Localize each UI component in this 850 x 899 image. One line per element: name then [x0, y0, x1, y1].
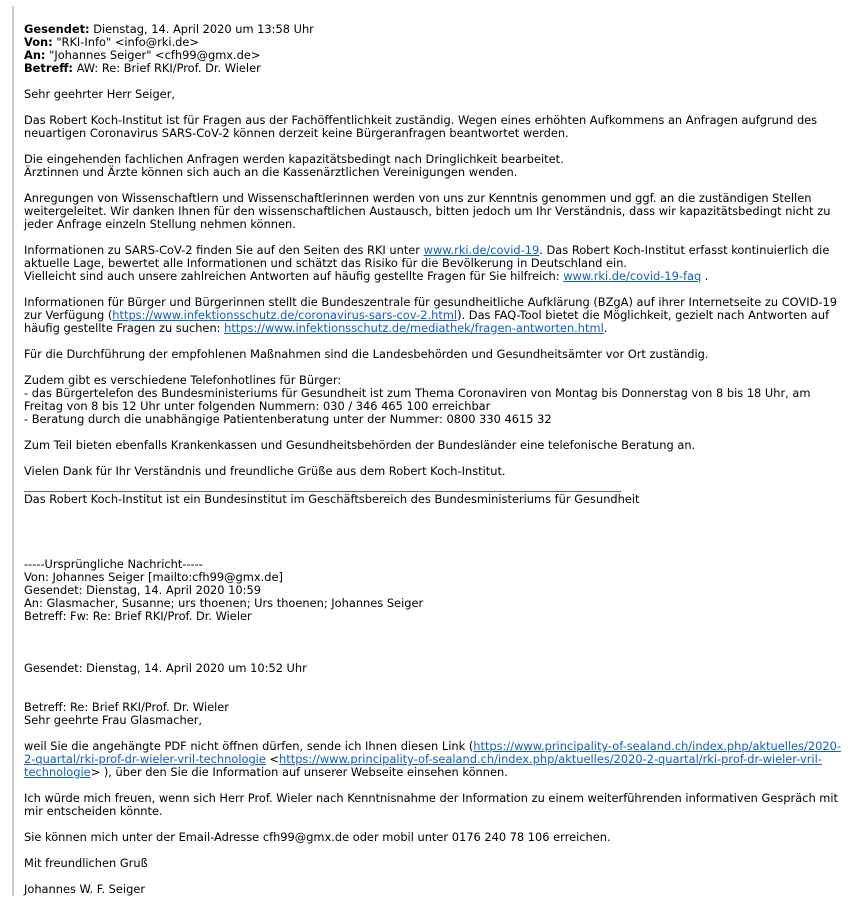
sealand-link[interactable]: https://www.principality-of-sealand.ch/index.php/aktuelles/2020-2-quartal/rki-prof-dr-wieler-vril-technologie: [24, 739, 841, 766]
header-from: Von: "RKI-Info" <info@rki.de>: [24, 35, 199, 49]
quote-bar: [12, 6, 14, 896]
rki-faq-link[interactable]: www.rki.de/covid-19-faq: [563, 269, 702, 283]
bzga-coronavirus-link[interactable]: https://www.infektionsschutz.de/coronavirus-sars-cov-2.html: [112, 308, 458, 322]
reply-paragraph: Informationen zu SARS-CoV-2 finden Sie auf den Seiten des RKI unter www.rki.de/covid-19. Das Robert Koch-Institut erfasst kontinuierlich die aktuelle Lage, bewertet alle Informationen und schätzt das Risiko für die Bevölkerung in Deutschland ein. Vielleicht sind auch unsere zahlreichen Antworten auf häufig gestellte Fragen für Sie hilfreich: www.rki.de/covid-19-faq .: [24, 243, 830, 283]
forwarded-greeting: Sehr geehrte Frau Glasmacher,: [24, 713, 203, 727]
sealand-link-duplicate[interactable]: https://www.principality-of-sealand.ch/index.php/aktuelles/2020-2-quartal/rki-prof-dr-wieler-vril-technologie: [24, 752, 822, 779]
forwarded-paragraph: Ich würde mich freuen, wenn sich Herr Prof. Wieler nach Kenntnisnahme der Information zu einem weiterführenden informativen Gespräch mit mir entscheiden könnte.: [24, 791, 839, 818]
reply-paragraph: Das Robert Koch-Institut ist für Fragen aus der Fachöffentlichkeit zuständig. Wegen eines erhöhten Aufkommens an Anfragen aufgrund des neuartigen Coronavirus SARS-CoV-2 können derzeit keine Bürgeranfragen beantwortet werden.: [24, 113, 818, 140]
reply-paragraph: Zudem gibt es verschiedene Telefonhotlines für Bürger: - das Bürgertelefon des Bundesministeriums für Gesundheit ist zum Thema Coronaviren von Montag bis Donnerstag von 8 bis 18 Uhr, am Freitag von 8 bis 12 Uhr unter folgenden Nummern: 030 / 346 465 100 erreichbar - Beratung durch die unabhängige Patientenberatung unter der Nummer: 0800 330 4615 32: [24, 373, 811, 426]
header-sent: Gesendet: Dienstag, 14. April 2020 um 13:58 Uhr: [24, 22, 314, 36]
reply-paragraph: Die eingehenden fachlichen Anfragen werden kapazitätsbedingt nach Dringlichkeit bearbeitet. Ärztinnen und Ärzte können sich auch an die Kassenärztlichen Vereinigungen wenden.: [24, 152, 564, 179]
original-from: Von: Johannes Seiger [mailto:cfh99@gmx.de]: [24, 570, 283, 584]
forwarded-sent: Gesendet: Dienstag, 14. April 2020 um 10:52 Uhr: [24, 661, 307, 675]
header-subject: Betreff: AW: Re: Brief RKI/Prof. Dr. Wieler: [24, 61, 261, 75]
reply-paragraph: Informationen für Bürger und Bürgerinnen stellt die Bundeszentrale für gesundheitliche Aufklärung (BZgA) auf ihrer Internetseite zu COVID-19 zur Verfügung (https://www.infektionsschutz.de/coronavirus-sars-cov-2.html). Das FAQ-Tool bietet die Möglichkeit, gezielt nach Antworten auf häufig gestellte Fragen zu suchen: https://www.infektionsschutz.de/mediathek/fragen-antworten.html.: [24, 295, 837, 335]
reply-greeting: Sehr geehrter Herr Seiger,: [24, 87, 175, 101]
bzga-faq-link[interactable]: https://www.infektionsschutz.de/mediathek/fragen-antworten.html: [224, 321, 604, 335]
reply-paragraph: Anregungen von Wissenschaftlern und Wissenschaftlerinnen werden von uns zur Kenntnis genommen und ggf. an die zuständigen Stellen weitergeleitet. Wir danken Ihnen für den wissenschaftlichen Austausch, bitten jedoch um Ihr Verständnis, dass wir kapazitätsbedingt nicht zu jeder Anfrage einzeln Stellung nehmen können.: [24, 191, 831, 231]
reply-paragraph: Zum Teil bieten ebenfalls Krankenkassen und Gesundheitsbehörden der Bundesländer eine telefonische Beratung an.: [24, 438, 696, 452]
rki-covid-link[interactable]: www.rki.de/covid-19: [423, 243, 540, 257]
forwarded-paragraph: Sie können mich unter der Email-Adresse cfh99@gmx.de oder mobil unter 0176 240 78 106 erreichen.: [24, 830, 611, 844]
forwarded-closing: Mit freundlichen Gruß: [24, 856, 148, 870]
original-subject: Betreff: Fw: Re: Brief RKI/Prof. Dr. Wieler: [24, 609, 252, 623]
reply-paragraph: Vielen Dank für Ihr Verständnis und freundliche Grüße aus dem Robert Koch-Institut.: [24, 464, 506, 478]
footer-text: Das Robert Koch-Institut ist ein Bundesinstitut im Geschäftsbereich des Bundesministeriums für Gesundheit: [24, 492, 640, 506]
forwarded-signature: Johannes W. F. Seiger: [24, 882, 146, 896]
header-to: An: "Johannes Seiger" <cfh99@gmx.de>: [24, 48, 261, 62]
email-body: [24, 23, 846, 896]
original-to: An: Glasmacher, Susanne; urs thoenen; Urs thoenen; Johannes Seiger: [24, 596, 424, 610]
original-sent: Gesendet: Dienstag, 14. April 2020 10:59: [24, 583, 262, 597]
forwarded-subject: Betreff: Re: Brief RKI/Prof. Dr. Wieler: [24, 700, 229, 714]
forwarded-paragraph: weil Sie die angehängte PDF nicht öffnen dürfen, sende ich Ihnen diesen Link (https://www.principality-of-sealand.ch/index.php/aktuelles/2020-2-quartal/rki-prof-dr-wieler-vril-technologie <https://www.principality-of-sealand.ch/index.php/aktuelles/2020-2-quartal/rki-prof-dr-wieler-vril-technologie> ), über den Sie die Information auf unserer Webseite einsehen können.: [24, 739, 841, 779]
original-separator: -----Ursprüngliche Nachricht-----: [24, 557, 203, 571]
reply-paragraph: Für die Durchführung der empfohlenen Maßnahmen sind die Landesbehörden und Gesundheitsämter vor Ort zuständig.: [24, 347, 709, 361]
